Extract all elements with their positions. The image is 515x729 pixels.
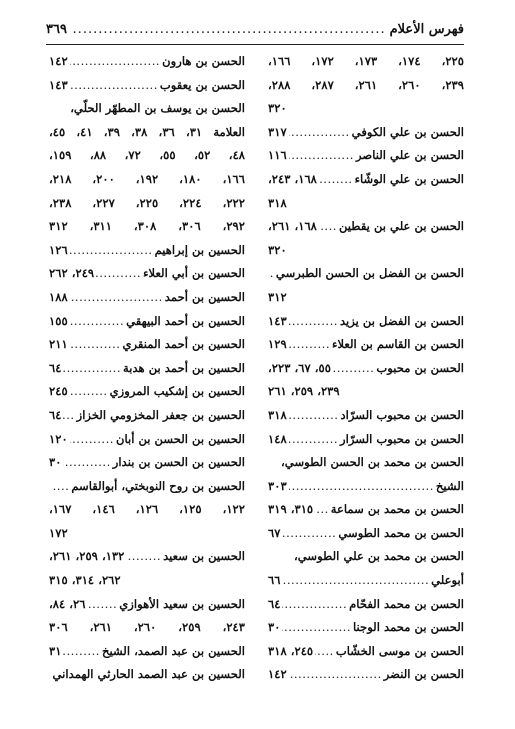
index-entry: [268, 522, 464, 546]
entry-pages: ٢٤٥: [49, 384, 68, 399]
leader-dots: [319, 215, 337, 239]
entry-name: الحسن بن محمد الفحّام: [349, 596, 464, 611]
index-entry: [49, 380, 245, 404]
page-numbers: ٢٢٥، ١٧٤، ١٧٣، ١٧٢، ١٦٦،: [268, 54, 464, 68]
entry-pages: ١٤٣: [268, 313, 287, 328]
entry-pages: ٢١١: [49, 337, 68, 352]
index-entry: [49, 333, 245, 357]
entry-heading-line: [49, 97, 245, 121]
entry-name: الحسن بن محمد بن سماعة: [330, 502, 464, 517]
entry-name: الحسين بن أحمد البيهقي: [126, 313, 245, 328]
index-entry: [268, 616, 464, 640]
index-entry: [268, 404, 464, 428]
header-rule: [46, 44, 464, 45]
entry-name: الحسين بن أبي العلاء: [143, 266, 245, 281]
entry-name: الحسين بن إشكيب المروزي: [109, 384, 245, 399]
leader-dots: [289, 144, 354, 168]
page-list-line: [49, 498, 245, 522]
page-numbers: ٤٨، ٥٢، ٥٥، ٧٢، ٨٨، ١٥٩،: [49, 148, 246, 163]
entry-name: الحسن بن محمد الوجنا: [353, 620, 464, 635]
leader-dots: [87, 593, 117, 617]
index-entry: [49, 286, 245, 310]
page-list-end: [49, 522, 245, 546]
header-leader-dots: [71, 22, 386, 37]
index-entry: [49, 404, 245, 428]
leader-dots: [289, 663, 382, 687]
leader-dots: [70, 428, 114, 452]
entry-name: الحسين بن جعفر المخزومي الخزاز: [76, 407, 245, 422]
page-numbers: ٣١٨: [268, 195, 287, 210]
page-numbers: ٢٦٢، ٣١٤، ٣١٥: [49, 573, 121, 588]
leader-dots: [289, 475, 434, 499]
leader-dots: [289, 404, 339, 428]
leader-dots: [70, 333, 121, 357]
page-numbers: ٢٣٩، ٢٦٠، ٢٦١، ٢٨٧، ٢٨٨،: [268, 77, 464, 92]
entry-pages: ٢٦، ٨٤،: [49, 596, 86, 611]
index-entry: [49, 475, 245, 499]
leader-dots: [282, 522, 336, 546]
page-list-line: [49, 616, 245, 640]
index-entry: [268, 333, 464, 357]
entry-pages: ١٢٠: [49, 431, 68, 446]
entry-name: الحسين بن روح النوبختي، أبوالقاسم: [71, 478, 245, 493]
page-list-line: [49, 121, 245, 145]
page-list-line: [268, 50, 464, 74]
page-list-end: [268, 286, 464, 310]
page-numbers: ٣١٢: [268, 289, 287, 304]
entry-name: الحسين بن أحمد: [164, 289, 245, 304]
index-entry: [268, 475, 464, 499]
index-column-left: [49, 50, 245, 687]
index-entry: [268, 215, 464, 239]
page-number: ٣٦٩: [46, 22, 67, 37]
leader-dots: [70, 239, 153, 263]
page-numbers: العلامة ٣١، ٣٦، ٣٨، ٣٩، ٤١، ٤٥،: [49, 124, 246, 139]
leader-dots: [282, 593, 347, 617]
index-entry: [49, 451, 245, 475]
entry-name: الحسن بن محبوب السرّار: [340, 431, 464, 446]
entry-name: الحسن بن هارون: [162, 54, 245, 68]
entry-pages: ٢٤٥، ٣١٨: [268, 643, 314, 658]
index-column-right: [268, 50, 464, 687]
leader-dots: [289, 310, 338, 334]
entry-heading-line: [49, 663, 245, 687]
page-list-line: [49, 144, 245, 168]
entry-name: الحسين بن إبراهيم: [154, 242, 245, 257]
page-numbers: ٢٩٢، ٣٠٦، ٣٠٨، ٣١١، ٣١٢: [49, 219, 245, 234]
entry-pages: ١٢٦: [49, 242, 68, 257]
index-entry: [268, 144, 464, 168]
page-list-line: [49, 215, 245, 239]
entry-name: الحسن بن الفضل بن يزيد: [339, 313, 464, 328]
index-entry: [268, 593, 464, 617]
leader-dots: [289, 333, 330, 357]
leader-dots: [70, 380, 108, 404]
entry-pages: ١٨٨: [49, 289, 68, 304]
index-entry: [268, 262, 464, 286]
entry-pages: ١٦٨، ٢٦١،: [268, 219, 317, 234]
leader-dots: [289, 428, 338, 452]
entry-name: الحسن بن يعقوب: [159, 77, 245, 92]
entry-name: الحسن بن محمد الطوسي: [338, 525, 464, 540]
index-entry: [49, 50, 245, 74]
index-entry: [49, 74, 245, 98]
page-list-end: [268, 192, 464, 216]
entry-name: الحسين بن الحسن بن بندار: [112, 455, 245, 470]
leader-dots: [96, 262, 141, 286]
entry-name: الحسين بن أحمد بن هدبة: [123, 360, 245, 375]
page-list-end: [268, 97, 464, 121]
page-numbers: ١٢٢، ١٢٥، ١٢٦، ١٤٦، ١٦٧،: [49, 502, 245, 517]
entry-name: الحسن بن علي الوشّاء: [354, 171, 464, 186]
index-entry: [49, 593, 245, 617]
entry-name: الحسن بن محبوب السرّاد: [340, 407, 464, 422]
entry-name: الحسين بن سعيد: [163, 549, 245, 564]
entry-name: الحسن بن علي الناصر: [355, 148, 464, 163]
entry-pages: ٣٠: [49, 455, 62, 470]
leader-dots: [63, 451, 110, 475]
entry-name: الحسين بن عبد الصمد، الشيخ: [101, 643, 245, 658]
page-list-end: [268, 239, 464, 263]
entry-pages: ٥٥، ٦٧، ٢٢٣،: [268, 360, 331, 375]
index-entry: [49, 239, 245, 263]
page-list-line: [49, 192, 245, 216]
entry-pages: ١٤٨: [268, 431, 287, 446]
leader-dots: [126, 545, 161, 569]
entry-name: الحسين بن عبد الصمد الحارثي الهمداني: [52, 667, 245, 682]
entry-name: الحسين بن الحسن بن أبان: [115, 431, 245, 446]
entry-name: الحسن بن محمد بن الحسن الطوسي،: [281, 455, 464, 470]
index-entry: [268, 663, 464, 687]
entry-name: الحسين بن سعيد الأهوازي: [119, 596, 245, 611]
index-entry: [49, 357, 245, 381]
leader-dots: [63, 357, 121, 381]
index-entry: [268, 310, 464, 334]
page-list-end: [268, 380, 464, 404]
index-entry: [49, 310, 245, 334]
leader-dots: [63, 640, 100, 664]
header-title: فهرس الأعلام: [389, 22, 464, 37]
leader-dots: [51, 475, 69, 499]
index-entry: [268, 168, 464, 192]
entry-pages: ٦٦: [268, 573, 281, 588]
leader-dots: [70, 50, 160, 74]
entry-pages: ٦٧: [268, 525, 281, 540]
entry-pages: ٢٤٩، ٢٦٢: [49, 266, 95, 281]
entry-pages: ٦٤: [268, 596, 281, 611]
entry-name: الحسن بن علي الكوفي: [351, 124, 464, 139]
leader-dots: [70, 74, 158, 98]
index-entry: [268, 357, 464, 381]
entry-name: الحسن بن الفضل بن الحسن الطبرسي: [275, 266, 464, 281]
page-numbers: ٢٢٢، ٢٢٤، ٢٢٥، ٢٢٧، ٢٣٨،: [49, 195, 245, 210]
entry-pages: ٣١٥، ٣١٩: [268, 502, 314, 517]
index-entry: [268, 428, 464, 452]
page-list-end: [49, 569, 245, 593]
entry-name: الحسن بن القاسم بن العلاء: [332, 337, 464, 352]
page-list-line: [49, 168, 245, 192]
index-entry: [268, 121, 464, 145]
entry-pages: ١٤٢: [49, 54, 68, 68]
leader-dots: [282, 569, 429, 593]
leader-dots: [63, 404, 74, 428]
entry-name: الحسين بن أحمد المنقري: [122, 337, 245, 352]
entry-pages: ٦٤: [49, 407, 62, 422]
entry-pages: ١٥٥: [49, 313, 68, 328]
index-entry: [49, 262, 245, 286]
entry-name: الحسن بن موسى الخشّاب: [335, 643, 464, 658]
leader-dots: [315, 498, 329, 522]
entry-pages: ٣١٧: [268, 124, 287, 139]
index-entry: [268, 569, 464, 593]
leader-dots: [70, 286, 163, 310]
page-numbers: ٢٣٩، ٢٥٩، ٢٦١: [268, 384, 340, 399]
index-entry: [49, 545, 245, 569]
entry-pages: ٣١: [49, 643, 62, 658]
leader-dots: [333, 357, 374, 381]
leader-dots: [315, 640, 334, 664]
index-entry: [268, 498, 464, 522]
entry-pages: ١٣٢، ٢٥٩، ٢٦١،: [49, 549, 125, 564]
leader-dots: [268, 262, 274, 286]
entry-heading-line: [268, 451, 464, 475]
page-list-line: [268, 74, 464, 98]
entry-name: الحسن بن محبوب: [376, 360, 464, 375]
leader-dots: [282, 616, 351, 640]
leader-dots: [289, 121, 350, 145]
page-numbers: ١٧٢: [49, 525, 68, 540]
entry-pages: ١١٦: [268, 148, 287, 163]
entry-pages: ١٤٣: [49, 77, 68, 92]
entry-name: الحسن بن علي بن يقطين: [338, 219, 464, 234]
page-header: [46, 22, 464, 44]
entry-pages: ٣٠: [268, 620, 281, 635]
entry-pages: ١٦٨، ٢٤٣،: [268, 171, 317, 186]
entry-name: الحسن بن النضر: [383, 667, 464, 682]
entry-name: الشيخ: [435, 478, 464, 493]
index-entry: [49, 428, 245, 452]
entry-name: الحسن بن يوسف بن المطهّر الحلّي،: [70, 101, 245, 116]
entry-pages: ٣٠٣: [268, 478, 287, 493]
page-numbers: ٢٤٣، ٢٥٩، ٢٦٠، ٢٦١، ٣٠٦: [49, 620, 245, 635]
entry-pages: ١٤٢: [268, 667, 287, 682]
entry-name: الحسن بن محمد بن علي الطوسي،: [294, 549, 464, 564]
index-entry: [268, 640, 464, 664]
entry-pages: ٣١٨: [268, 407, 287, 422]
page-numbers: ٣٢٠: [268, 101, 287, 116]
entry-pages: ١٢٩: [268, 337, 287, 352]
page-numbers: ١٦٦، ١٨٠، ١٩٢، ٢٠٠، ٢١٨،: [49, 171, 245, 186]
index-entry: [49, 640, 245, 664]
leader-dots: [319, 168, 353, 192]
page-numbers: ٣٢٠: [268, 242, 287, 257]
entry-name: أبوعلي: [431, 573, 464, 588]
entry-pages: ٦٤: [49, 360, 62, 375]
leader-dots: [70, 310, 124, 334]
entry-heading-line: [268, 545, 464, 569]
